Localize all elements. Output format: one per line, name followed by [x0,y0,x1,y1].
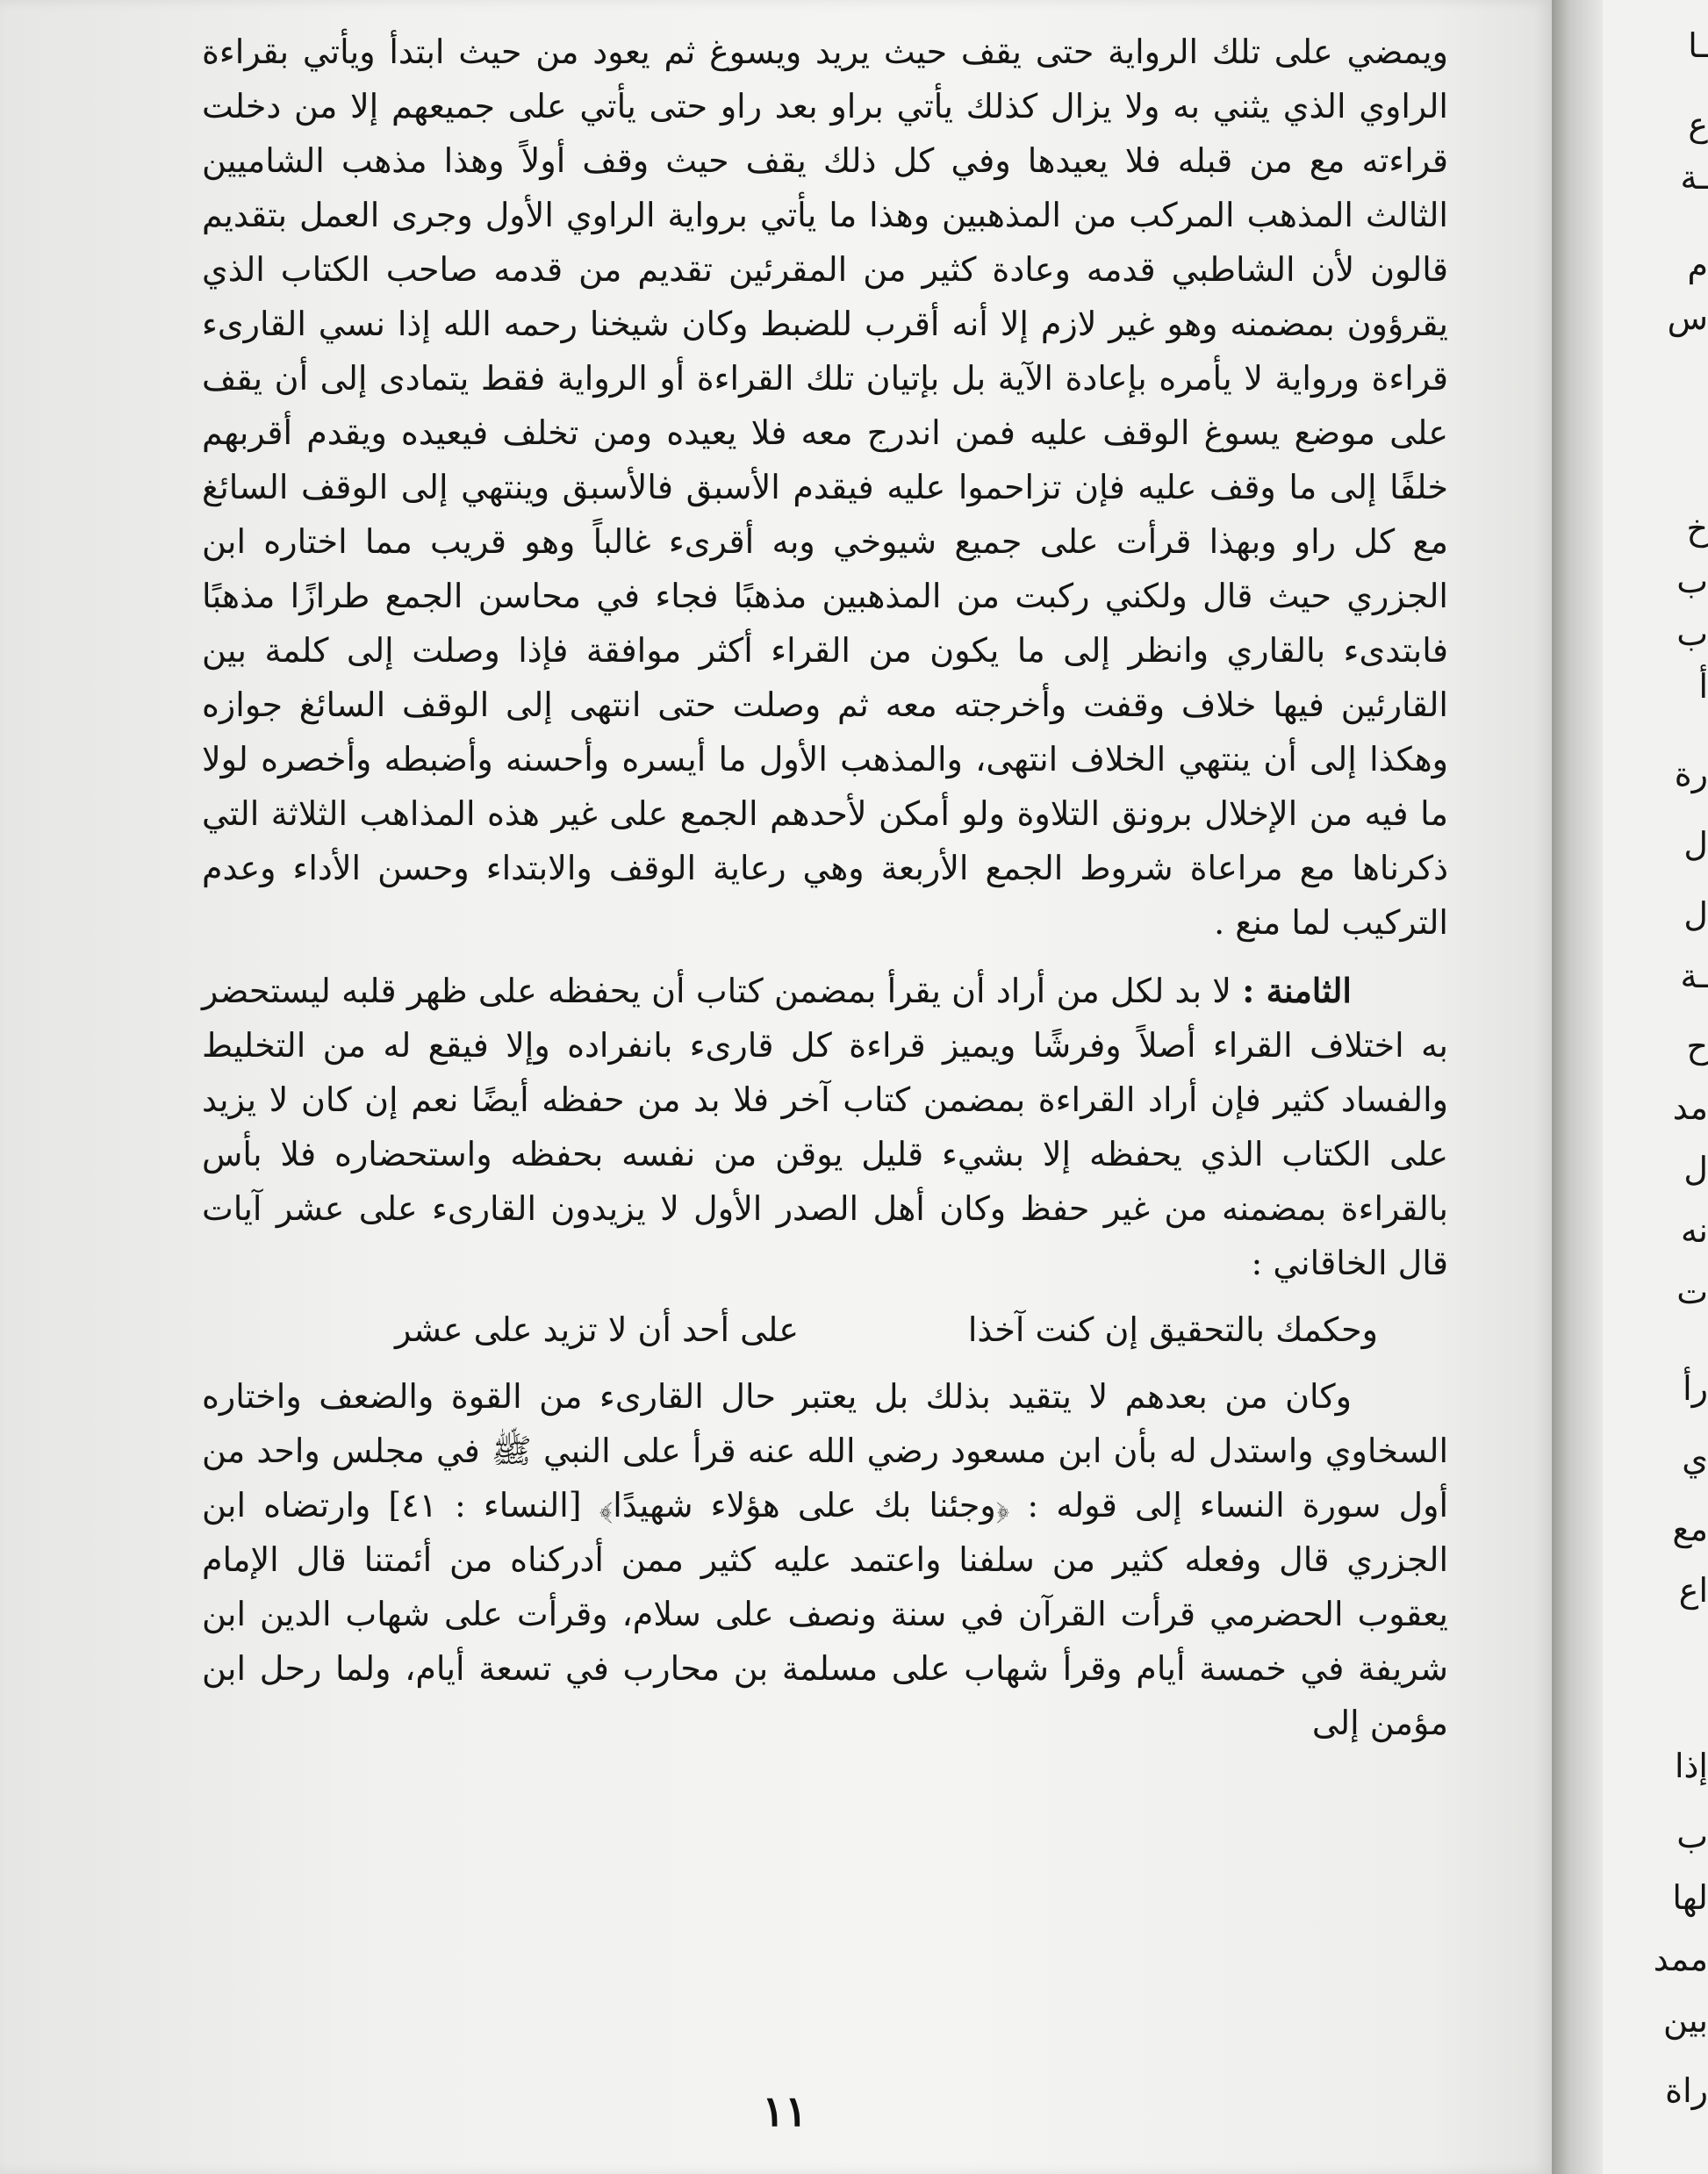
poem-verse [395,1302,1378,1357]
facing-page-fragment: خ [1686,509,1708,548]
facing-page-fragment: ت [1676,1273,1708,1311]
paragraph-eighth [202,964,1448,1290]
main-text-block [202,25,1448,1750]
verse-second-hemistich: على أحد أن لا تزيد على عشر [395,1310,800,1349]
facing-page-fragment: ي [1682,1439,1708,1478]
facing-page-fragment: ل [1683,895,1708,934]
facing-page-fragment: ممد [1653,1940,1708,1978]
facing-page-fragment: ع [1688,105,1708,144]
facing-page-fragment: مد [1672,1088,1708,1127]
paragraph-closing: وكان من بعدهم لا يتقيد بذلك بل يعتبر حال القارىء من القوة والضعف واختاره السخاوي واستدل له بأن ابن مسعود رضي الله عنه قرأ على النبي ﷺ في مجلس واحد من أول سورة النساء إلى قوله : ﴿وجئنا بك على هؤلاء شهيدًا﴾ [النساء : ٤١] وارتضاه ابن الجزري قال وفعله كثير من سلفنا واعتمد عليه كثير ممن أدركناه من أئمتنا قال الإمام يعقوب الحضرمي قرأت القرآن في سنة ونصف على سلام، وقرأت على شهاب الدين ابن شريفة في خمسة أيام وقرأ شهاب على مسلمة بن محارب في تسعة أيام، ولما رحل ابن مؤمن إلى [202,1377,1449,1742]
facing-page-fragment: ـا [1688,26,1708,65]
facing-page-fragment: ل [1683,825,1708,864]
facing-page-fragment: مع [1672,1510,1708,1548]
facing-page-fragment: لها [1672,1878,1708,1917]
book-spine-gutter [1552,0,1603,2174]
facing-page-fragment: ـة [1680,158,1708,197]
facing-page-fragment: اع [1678,1571,1708,1610]
paragraph-opening: ويمضي على تلك الرواية حتى يقف حيث يريد ويسوغ ثم يعود من حيث ابتدأ ويأتي بقراءة الراوي الذي يثني به ولا يزال كذلك يأتي براو بعد راو حتى يأتي على جميعهم إلا من دخلت قراءته مع من قبله فلا يعيدها وفي كل ذلك يقف حيث وقف أولاً وهذا مذهب الشاميين الثالث المذهب المركب من المذهبين وهذا ما يأتي برواية الراوي الأول وجرى العمل بتقديم قالون لأن الشاطبي قدمه وعادة كثير من المقرئين تقديم من قدمه صاحب الكتاب الذي يقرؤون بمضمنه وهو غير لازم إلا أنه أقرب للضبط وكان شيخنا رحمه الله إذا نسي القارىء قراءة ورواية لا يأمره بإعادة الآية بل بإتيان تلك القراءة أو الرواية فقط يتمادى إلى أن يقف على موضع يسوغ الوقف عليه فمن اندرج معه فلا يعيده ومن تخلف فيعيده ويقدم أقربهم خلفًا إلى ما وقف عليه فإن تزاحموا عليه فيقدم الأسبق فالأسبق وينتهي إلى الوقف السائغ مع كل راو وبهذا قرأت على جميع شيوخي وبه أقرىء غالباً وهو قريب مما اختاره ابن الجزري حيث قال ولكني ركبت من المذهبين مذهبًا فجاء في محاسن الجمع طرازًا مذهبًا فابتدىء بالقاري وانظر إلى ما يكون من القراء أكثر موافقة فإذا وصلت إلى كلمة بين القارئين فيها خلاف وقفت وأخرجته معه ثم وصلت حتى انتهى إلى الوقف السائغ جوازه وهكذا إلى أن ينتهي الخلاف انتهى، والمذهب الأول ما أيسره وأحسنه وأضبطه وأخصره لولا ما فيه من الإخلال برونق التلاوة ولو أمكن لأحدهم الجمع على غير هذه المذاهب الثلاثة التي ذكرناها مع مراعاة شروط الجمع الأربعة وهي رعاية الوقف والابتداء وحسن الأداء وعدم التركيب لما منع . [202,32,1448,942]
facing-page-fragment: أ [1698,667,1708,706]
facing-page-fragment: نه [1681,1211,1708,1250]
facing-page-fragment: رة [1674,755,1708,793]
facing-page-fragment: ح [1686,1027,1708,1065]
section-heading-eighth: الثامنة : [1242,971,1352,1010]
facing-page-fragment: راة [1665,2071,1708,2110]
facing-page-fragment: رأ [1683,1369,1708,1408]
facing-page-fragment: بين [1663,2001,1708,2040]
facing-page-fragment: ب [1676,614,1708,653]
facing-page-edge [1603,0,1708,2174]
facing-page-fragment: ب [1676,1817,1708,1855]
page-number: ١١ [762,2087,807,2136]
paragraph-eighth-body: لا بد لكل من أراد أن يقرأ بمضمن كتاب أن يحفظه على ظهر قلبه ليستحضر به اختلاف القراء أصلاً وفرشًا ويميز قراءة كل قارىء بانفراده وإلا فيقع له من التخليط والفساد كثير فإن أراد القراءة بمضمن كتاب آخر فلا بد من حفظه أيضًا نعم إن كان لا يزيد على الكتاب الذي يحفظه إلا بشيء قليل يوقن من نفسه بحفظه واستحضاره فلا بأس بالقراءة بمضمنه من غير حفظ وكان أهل الصدر الأول لا يزيدون القارىء على عشر آيات قال الخاقاني : [202,972,1448,1282]
facing-page-fragment: ـة [1680,957,1708,995]
facing-page-fragment: م [1687,246,1708,284]
facing-page-fragment: ب [1676,562,1708,600]
verse-first-hemistich: وحكمك بالتحقيق إن كنت آخذا [967,1310,1378,1349]
facing-page-fragment: ل [1683,1150,1708,1188]
facing-page-fragment: إذا [1674,1747,1708,1785]
facing-page-fragment: س [1667,298,1708,337]
